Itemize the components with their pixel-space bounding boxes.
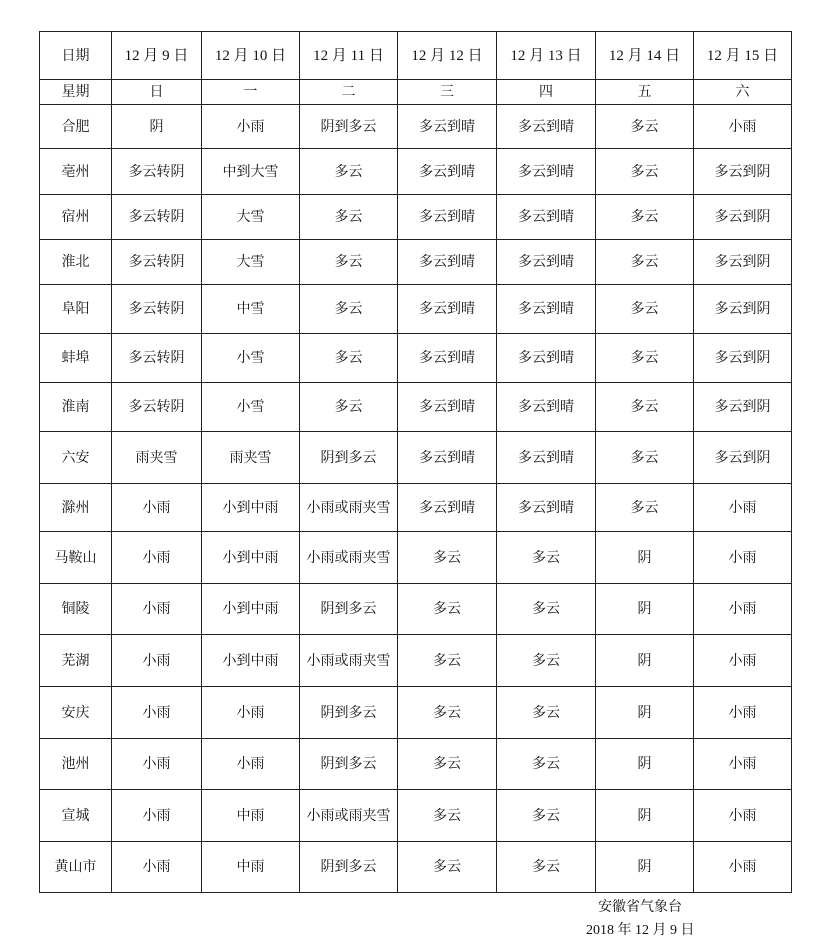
forecast-cell: 小雨 <box>202 739 300 790</box>
forecast-cell: 多云到晴 <box>497 383 596 432</box>
forecast-cell: 小雨 <box>112 739 202 790</box>
forecast-cell: 多云到晴 <box>497 149 596 195</box>
date-cell: 12 月 14 日 <box>596 32 694 80</box>
city-row <box>40 739 792 790</box>
forecast-cell: 小雨或雨夹雪 <box>300 790 398 842</box>
forecast-cell: 多云转阴 <box>112 149 202 195</box>
date-cell: 12 月 13 日 <box>497 32 596 80</box>
forecast-cell: 多云到晴 <box>497 195 596 240</box>
forecast-cell: 多云 <box>300 334 398 383</box>
forecast-cell: 阴到多云 <box>300 584 398 635</box>
date-cell: 12 月 9 日 <box>112 32 202 80</box>
forecast-cell: 多云 <box>596 195 694 240</box>
forecast-cell: 多云 <box>398 687 497 739</box>
forecast-cell: 中雨 <box>202 790 300 842</box>
forecast-cell: 多云到晴 <box>398 334 497 383</box>
forecast-cell: 小雨 <box>694 635 792 687</box>
forecast-cell: 小雨 <box>694 790 792 842</box>
forecast-cell: 中雪 <box>202 285 300 334</box>
forecast-cell: 阴 <box>596 842 694 893</box>
forecast-cell: 小雨或雨夹雪 <box>300 635 398 687</box>
forecast-cell: 阴到多云 <box>300 105 398 149</box>
weekday-cell: 六 <box>694 80 792 105</box>
weekday-cell: 一 <box>202 80 300 105</box>
city-row <box>40 432 792 484</box>
forecast-cell: 多云 <box>398 739 497 790</box>
forecast-cell: 多云到阴 <box>694 240 792 285</box>
weekday-cell: 二 <box>300 80 398 105</box>
forecast-cell: 多云到晴 <box>497 484 596 532</box>
forecast-cell: 多云到晴 <box>497 240 596 285</box>
forecast-cell: 多云 <box>398 790 497 842</box>
weekday-cell: 五 <box>596 80 694 105</box>
forecast-cell: 阴 <box>596 739 694 790</box>
city-name: 黄山市 <box>40 842 112 893</box>
forecast-cell: 多云 <box>596 149 694 195</box>
forecast-cell: 多云 <box>300 285 398 334</box>
city-name: 安庆 <box>40 687 112 739</box>
forecast-cell: 阴 <box>596 687 694 739</box>
date-cell: 12 月 10 日 <box>202 32 300 80</box>
forecast-cell: 阴 <box>112 105 202 149</box>
city-row <box>40 842 792 893</box>
forecast-cell: 多云到晴 <box>398 240 497 285</box>
forecast-cell: 多云 <box>596 105 694 149</box>
forecast-cell: 多云 <box>300 195 398 240</box>
city-row <box>40 584 792 635</box>
city-name: 六安 <box>40 432 112 484</box>
forecast-cell: 多云到晴 <box>497 432 596 484</box>
city-name: 滁州 <box>40 484 112 532</box>
forecast-cell: 小雨 <box>694 687 792 739</box>
forecast-cell: 小雨 <box>112 635 202 687</box>
forecast-cell: 大雪 <box>202 240 300 285</box>
issuing-organization: 安徽省气象台 <box>598 900 682 915</box>
city-row <box>40 790 792 842</box>
date-header-row <box>40 32 792 80</box>
forecast-cell: 多云 <box>398 584 497 635</box>
date-cell: 12 月 15 日 <box>694 32 792 80</box>
forecast-cell: 小雨或雨夹雪 <box>300 532 398 584</box>
forecast-cell: 小到中雨 <box>202 584 300 635</box>
forecast-cell: 多云到阴 <box>694 432 792 484</box>
forecast-cell: 小雨或雨夹雪 <box>300 484 398 532</box>
forecast-cell: 多云 <box>398 842 497 893</box>
forecast-cell: 多云 <box>497 532 596 584</box>
forecast-cell: 阴到多云 <box>300 739 398 790</box>
city-name: 芜湖 <box>40 635 112 687</box>
forecast-cell: 阴到多云 <box>300 687 398 739</box>
forecast-cell: 小雨 <box>112 532 202 584</box>
forecast-cell: 多云 <box>596 383 694 432</box>
city-row <box>40 285 792 334</box>
forecast-cell: 小雨 <box>112 842 202 893</box>
city-row <box>40 240 792 285</box>
city-name: 宣城 <box>40 790 112 842</box>
date-label: 日期 <box>40 32 112 80</box>
forecast-cell: 多云到晴 <box>398 432 497 484</box>
city-name: 马鞍山 <box>40 532 112 584</box>
city-name: 淮北 <box>40 240 112 285</box>
city-row <box>40 383 792 432</box>
forecast-cell: 多云 <box>596 240 694 285</box>
forecast-cell: 小雨 <box>202 105 300 149</box>
weekday-cell: 四 <box>497 80 596 105</box>
city-name: 池州 <box>40 739 112 790</box>
city-row <box>40 635 792 687</box>
forecast-cell: 多云 <box>497 842 596 893</box>
city-name: 阜阳 <box>40 285 112 334</box>
forecast-cell: 阴 <box>596 635 694 687</box>
city-row <box>40 195 792 240</box>
forecast-cell: 中到大雪 <box>202 149 300 195</box>
city-name: 合肥 <box>40 105 112 149</box>
forecast-cell: 小雪 <box>202 383 300 432</box>
forecast-cell: 小雪 <box>202 334 300 383</box>
forecast-cell: 小雨 <box>694 105 792 149</box>
forecast-cell: 多云 <box>300 149 398 195</box>
city-name: 宿州 <box>40 195 112 240</box>
forecast-cell: 多云到阴 <box>694 149 792 195</box>
forecast-cell: 多云 <box>497 584 596 635</box>
city-row <box>40 687 792 739</box>
forecast-cell: 雨夹雪 <box>202 432 300 484</box>
forecast-cell: 小雨 <box>694 739 792 790</box>
city-name: 淮南 <box>40 383 112 432</box>
forecast-cell: 阴 <box>596 532 694 584</box>
forecast-cell: 阴 <box>596 584 694 635</box>
city-row <box>40 105 792 149</box>
forecast-cell: 多云 <box>497 790 596 842</box>
date-cell: 12 月 11 日 <box>300 32 398 80</box>
city-row <box>40 532 792 584</box>
city-row <box>40 334 792 383</box>
forecast-cell: 小雨 <box>694 484 792 532</box>
forecast-cell: 多云到阴 <box>694 195 792 240</box>
forecast-cell: 多云 <box>596 285 694 334</box>
forecast-cell: 阴到多云 <box>300 842 398 893</box>
forecast-cell: 多云到晴 <box>398 195 497 240</box>
forecast-cell: 多云到阴 <box>694 285 792 334</box>
city-name: 亳州 <box>40 149 112 195</box>
forecast-cell: 多云 <box>596 432 694 484</box>
city-name: 蚌埠 <box>40 334 112 383</box>
weekday-cell: 日 <box>112 80 202 105</box>
forecast-table-body <box>40 32 792 893</box>
forecast-cell: 小雨 <box>202 687 300 739</box>
forecast-cell: 小到中雨 <box>202 484 300 532</box>
forecast-cell: 多云 <box>398 635 497 687</box>
forecast-cell: 多云转阴 <box>112 195 202 240</box>
forecast-cell: 多云转阴 <box>112 334 202 383</box>
weekday-cell: 三 <box>398 80 497 105</box>
forecast-cell: 多云到晴 <box>398 484 497 532</box>
forecast-cell: 多云到晴 <box>497 285 596 334</box>
forecast-cell: 多云到晴 <box>398 105 497 149</box>
forecast-cell: 小雨 <box>694 584 792 635</box>
forecast-cell: 阴到多云 <box>300 432 398 484</box>
forecast-cell: 多云到晴 <box>398 285 497 334</box>
forecast-cell: 多云到晴 <box>398 149 497 195</box>
forecast-cell: 雨夹雪 <box>112 432 202 484</box>
forecast-cell: 小雨 <box>694 842 792 893</box>
forecast-cell: 多云到阴 <box>694 383 792 432</box>
forecast-cell: 多云 <box>497 739 596 790</box>
forecast-cell: 小雨 <box>112 790 202 842</box>
date-cell: 12 月 12 日 <box>398 32 497 80</box>
forecast-cell: 多云 <box>497 635 596 687</box>
forecast-cell: 阴 <box>596 790 694 842</box>
forecast-cell: 多云 <box>497 687 596 739</box>
forecast-cell: 多云到晴 <box>497 105 596 149</box>
forecast-cell: 多云转阴 <box>112 240 202 285</box>
city-row <box>40 149 792 195</box>
forecast-cell: 大雪 <box>202 195 300 240</box>
forecast-cell: 多云 <box>300 383 398 432</box>
weekday-label: 星期 <box>40 80 112 105</box>
forecast-cell: 多云 <box>300 240 398 285</box>
forecast-cell: 多云到晴 <box>398 383 497 432</box>
forecast-cell: 中雨 <box>202 842 300 893</box>
city-name: 铜陵 <box>40 584 112 635</box>
forecast-cell: 多云转阴 <box>112 285 202 334</box>
forecast-cell: 小雨 <box>112 687 202 739</box>
forecast-cell: 小雨 <box>112 484 202 532</box>
forecast-cell: 多云到阴 <box>694 334 792 383</box>
issue-date: 2018 年 12 月 9 日 <box>586 923 695 938</box>
forecast-cell: 小到中雨 <box>202 532 300 584</box>
weekday-header-row <box>40 80 792 105</box>
forecast-cell: 多云转阴 <box>112 383 202 432</box>
forecast-cell: 多云 <box>398 532 497 584</box>
forecast-cell: 小雨 <box>694 532 792 584</box>
forecast-table <box>39 31 792 893</box>
forecast-cell: 多云 <box>596 484 694 532</box>
city-row <box>40 484 792 532</box>
forecast-cell: 小到中雨 <box>202 635 300 687</box>
forecast-cell: 小雨 <box>112 584 202 635</box>
forecast-cell: 多云到晴 <box>497 334 596 383</box>
forecast-cell: 多云 <box>596 334 694 383</box>
